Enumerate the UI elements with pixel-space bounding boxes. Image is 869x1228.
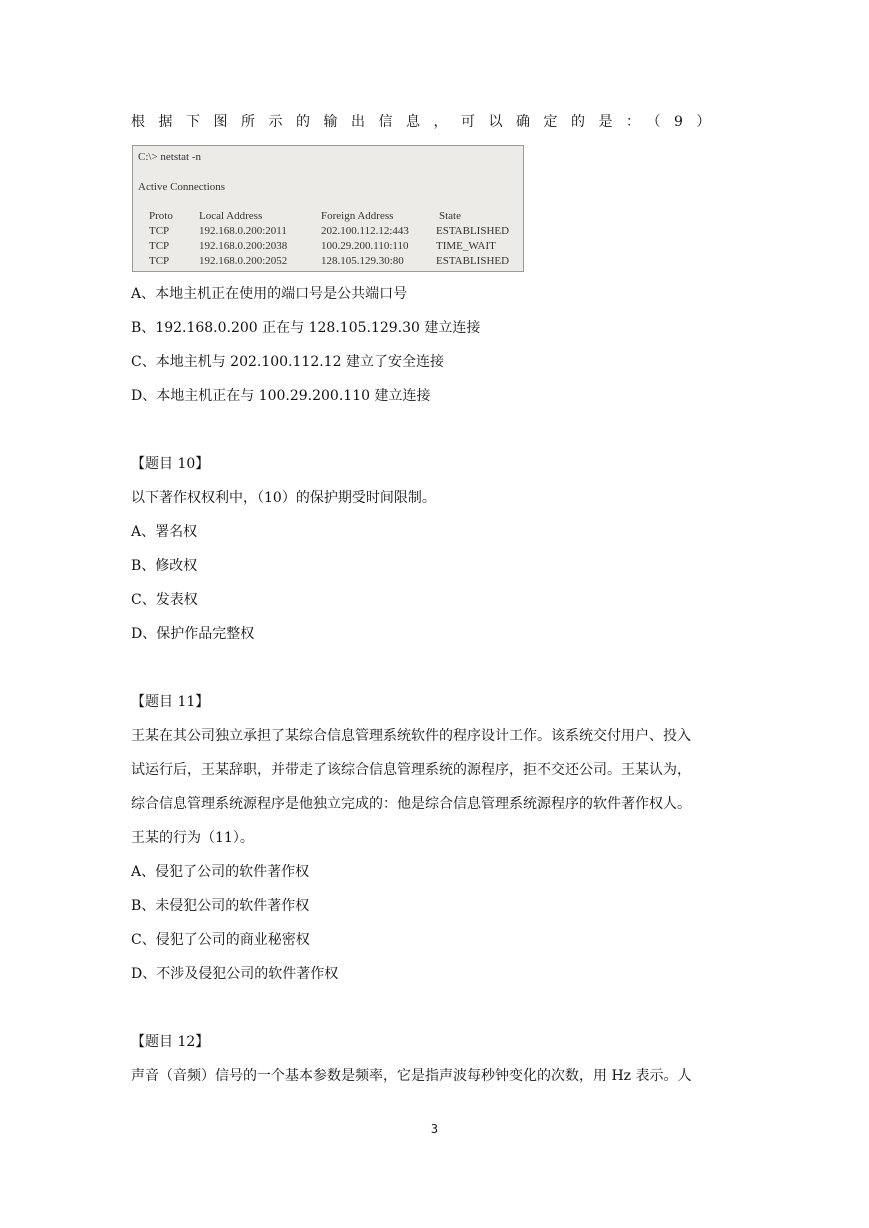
q10-option-b: B、修改权 <box>131 558 198 574</box>
netstat-cell: 192.168.0.200:2052 <box>199 255 288 267</box>
q10-option-a: A、署名权 <box>131 524 198 540</box>
netstat-cell: TCP <box>149 255 170 267</box>
netstat-header-foreign: Foreign Address <box>321 210 394 222</box>
netstat-cell: ESTABLISHED <box>436 255 510 267</box>
q11-stem-line: 王某在其公司独立承担了某综合信息管理系统软件的程序设计工作。该系统交付用户、投入 <box>131 728 691 744</box>
netstat-command: C:\> netstat -n <box>138 151 202 163</box>
q10-option-c: C、发表权 <box>131 592 198 608</box>
netstat-cell: ESTABLISHED <box>436 225 510 237</box>
q9-option-c: C、本地主机与 202.100.112.12 建立了安全连接 <box>131 354 444 370</box>
q9-option-b: B、192.168.0.200 正在与 128.105.129.30 建立连接 <box>131 320 481 336</box>
q11-heading: 【题目 11】 <box>131 694 210 710</box>
page-number: 3 <box>430 1122 439 1136</box>
q10-option-d: D、保护作品完整权 <box>131 626 255 642</box>
netstat-cell: 192.168.0.200:2011 <box>199 225 287 237</box>
netstat-cell: 202.100.112.12:443 <box>321 225 409 237</box>
netstat-cell: 100.29.200.110:110 <box>321 240 409 252</box>
q9-option-a: A、本地主机正在使用的端口号是公共端口号 <box>131 286 408 302</box>
netstat-title: Active Connections <box>138 181 226 193</box>
q11-option-a: A、侵犯了公司的软件著作权 <box>131 864 310 880</box>
netstat-header-proto: Proto <box>149 210 173 222</box>
netstat-header-state: State <box>439 210 461 222</box>
q11-option-d: D、不涉及侵犯公司的软件著作权 <box>131 966 339 982</box>
q10-stem: 以下著作权权利中，（10）的保护期受时间限制。 <box>131 490 436 506</box>
q11-option-b: B、未侵犯公司的软件著作权 <box>131 898 310 914</box>
netstat-header-local: Local Address <box>199 210 263 222</box>
netstat-cell: TCP <box>149 240 170 252</box>
netstat-output-image <box>132 145 524 272</box>
q9-option-d: D、本地主机正在与 100.29.200.110 建立连接 <box>131 388 431 404</box>
q11-stem-line: 试运行后，王某辞职，并带走了该综合信息管理系统的源程序，拒不交还公司。王某认为， <box>131 762 691 778</box>
netstat-cell: 192.168.0.200:2038 <box>199 240 288 252</box>
q11-stem-line: 王某的行为（11）。 <box>131 830 254 846</box>
q10-heading: 【题目 10】 <box>131 456 210 472</box>
q11-option-c: C、侵犯了公司的商业秘密权 <box>131 932 310 948</box>
netstat-cell: TCP <box>149 225 170 237</box>
q11-stem-line: 综合信息管理系统源程序是他独立完成的：他是综合信息管理系统源程序的软件著作权人。 <box>131 796 691 812</box>
q12-heading: 【题目 12】 <box>131 1034 210 1050</box>
netstat-cell: TIME_WAIT <box>436 240 496 252</box>
netstat-cell: 128.105.129.30:80 <box>321 255 404 267</box>
q12-stem: 声音（音频）信号的一个基本参数是频率，它是指声波每秒钟变化的次数，用 Hz 表示。人 <box>131 1068 692 1084</box>
q9-stem: 根据下图所示的输出信息，可以确定的是：（9） <box>131 114 724 130</box>
